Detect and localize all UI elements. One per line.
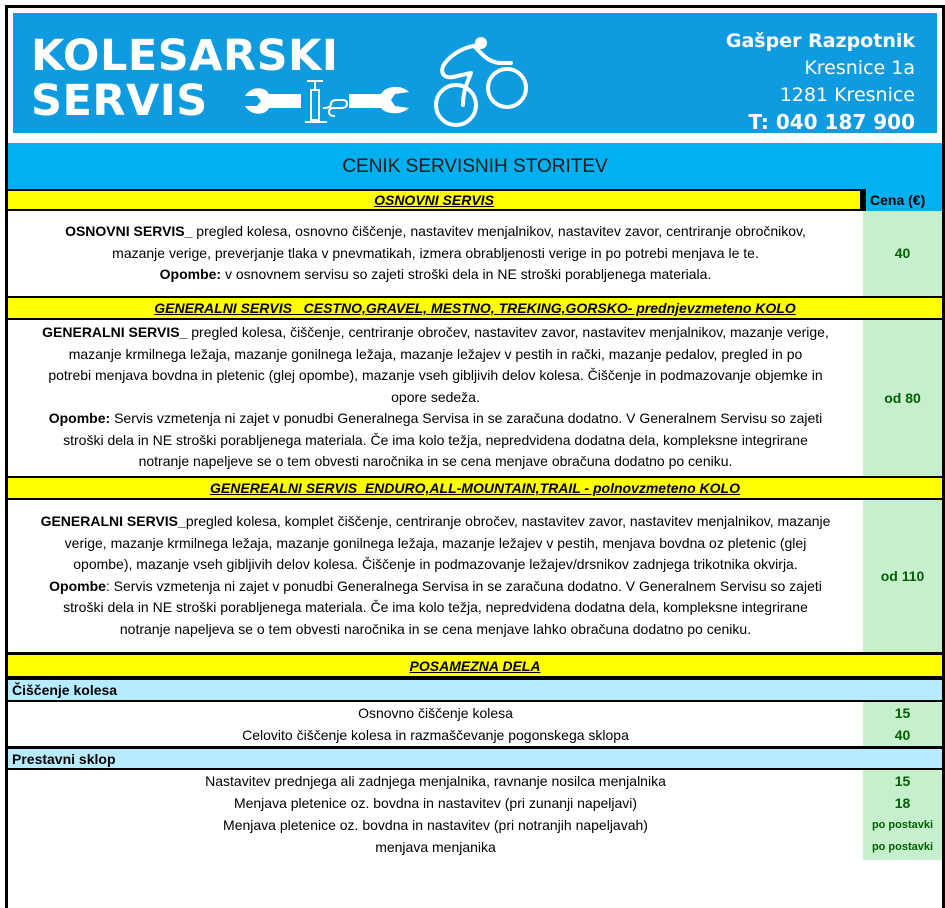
price-column-header: Cena (€) [863,189,942,211]
section-header: POSAMEZNA DELA [8,652,942,678]
item-price: po postavki [871,819,934,831]
category-header: Prestavni sklop [8,746,942,770]
item-label: menjava menjanika [375,839,496,855]
tools-graphic [243,78,413,128]
category-header: Čiščenje kolesa [8,678,942,702]
description-line: mazanje verige, preverjanje tlaka v pnevmatikah, izmera obrabljenosti verige in po potrebi menjava le te. [112,244,759,261]
section-header: GENERALNI SERVIS _CESTNO,GRAVEL, MESTNO, TREKING,GORSKO- prednjevzmeteno KOLO [8,296,942,320]
item-label: Celovito čiščenje kolesa in razmaščevanje pogonskega sklopa [242,727,629,743]
item-price: 15 [894,705,911,721]
service-price: od 80 [863,320,942,477]
service-description [8,211,863,296]
service-price: od 110 [863,500,942,652]
description-line: pregled kolesa, komplet čiščenje, centriranje obročev, nastavitev zavor, nastavitev menjalnikov, mazanje [185,513,831,529]
note-text: : Servis vzmetenja ni zajet v ponudbi Generalnega Servisa in se zaračuna dodatno. V Generalnem Servisu so zajeti [105,577,822,594]
logo-title-line2: SERVIS [31,76,208,126]
note-text: v osnovnem servisu so zajeti stroški dela in NE stroški porabljenega materiala. [221,266,712,282]
category-items [8,770,942,860]
item-label: Osnovno čiščenje kolesa [358,705,513,721]
note-text: notranje napeljeva se o tem obvesti naročnika in se cena menjave lahko obračuna dodatno po ceniku. [119,620,752,637]
service-name: GENERALNI SERVIS_ [42,324,188,340]
service-row [8,211,942,296]
service-name: GENERALNI SERVIS_ [40,513,186,529]
note-text: notranje napeljeve se o tem obvesti naročnika in se cena menjave obračuna dodatno po ceniku. [138,453,733,469]
item-price: 15 [894,773,911,789]
header-banner [13,13,937,133]
item-label: Menjava pletenice oz. bovdna in nastavitev (pri zunanji napeljavi) [233,795,638,811]
note-text: stroški dela in NE stroški porabljenega materiala. Če ima kolo težja, nepredvidena dodatna dela, kompleksne integrirane [63,599,808,615]
description-line: opombe), mazanje vseh gibljivih delov kolesa. Čiščenje in podmazovanje ležajev/drsnikov zadnjega trikotnika okvirja. [73,556,798,572]
description-line: potrebi menjava bovdna in pletenic (glej opombe), mazanje vseh gibljivih delov kolesa. Čiščenje in podmazovanje objemke in [48,367,823,383]
owner-name: Gašper Razpotnik [725,30,915,52]
address-line2: 1281 Kresnice [779,84,915,106]
address-line1: Kresnice 1a [804,57,915,79]
category-items [8,702,942,748]
logo-title-line1: KOLESARSKI [31,31,339,81]
service-description [8,320,863,477]
phone-number: T: 040 187 900 [748,110,915,134]
service-description [8,500,863,652]
note-label: Opombe: [159,266,222,282]
section-header-row [8,189,942,211]
note-label: Opombe: [48,410,111,426]
description-line: mazanje krmilnega ležaja, mazanje gonilnega ležaja, mazanje ležajev v pestih in rački, mazanje pedalov, pregled in po [68,345,803,362]
wrench-icon [349,87,409,113]
cyclist-icon [423,33,533,133]
description-line: opore sedeža. [391,388,480,405]
price-list-sheet [5,5,945,908]
service-price: 40 [863,211,942,296]
note-label: Opombe [49,577,106,594]
note-text: stroški dela in NE stroški porabljenega materiala. Če ima kolo težja, nepredvidena dodatna dela, kompleksne integrirane [63,431,808,448]
bike-pump-icon [305,81,347,122]
item-label: Menjava pletenice oz. bovdna in nastavitev (pri notranjih napeljavah) [223,817,648,833]
item-label: Nastavitev prednjega ali zadnjega menjalnika, ravnanje nosilca menjalnika [205,773,666,789]
description-line: verige, mazanje krmilnega ležaja, mazanje gonilnega ležaja, mazanje ležajev v pestih, menjava bovdna oz pletenic (glej [64,534,807,551]
service-name: OSNOVNI SERVIS_ [65,223,193,239]
service-row [8,500,942,652]
contact-info [726,28,915,136]
description-line: pregled kolesa, čiščenje, centriranje obročev, nastavitev zavor, nastavitev menjalnikov, mazanje verige, [187,324,829,340]
description-line: pregled kolesa, osnovno čiščenje, nastavitev menjalnikov, nastavitev zavor, centriranje obročnikov, [192,223,806,239]
section-header: OSNOVNI SERVIS [8,189,863,211]
page-title: CENIK SERVISNIH STORITEV [8,143,942,192]
service-row [8,320,942,477]
item-price: po postavki [871,841,934,853]
wrench-icon [245,88,301,114]
section-header: GENEREALNI SERVIS_ENDURO,ALL-MOUNTAIN,TRAIL - polnovzmeteno KOLO [8,476,942,500]
item-price: 18 [894,795,911,811]
note-text: Servis vzmetenja ni zajet v ponudbi Generalnega Servisa in se zaračuna dodatno. V Generalnem Servisu so zajeti [110,410,823,426]
item-price: 40 [894,727,911,743]
